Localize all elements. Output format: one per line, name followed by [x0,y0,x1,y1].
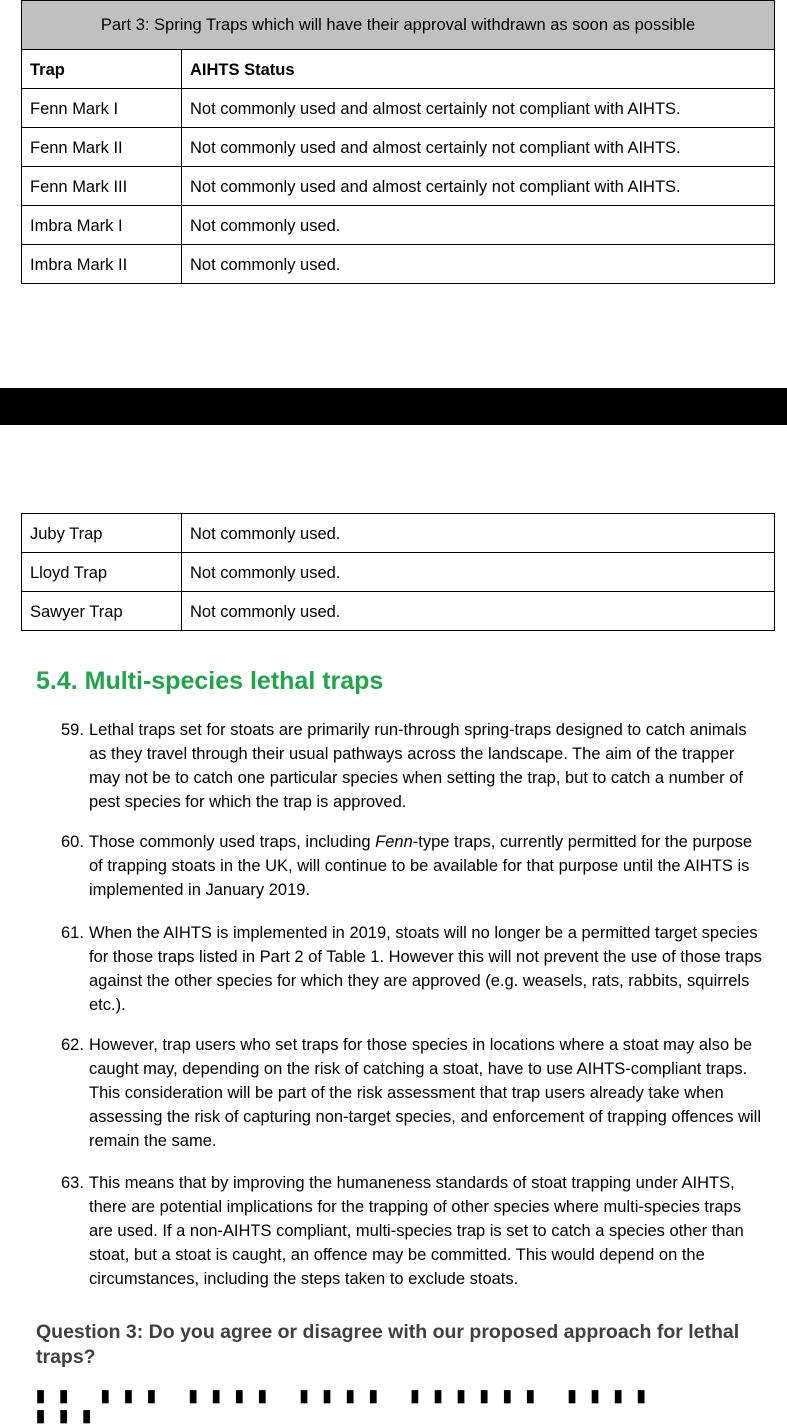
paragraph-text: Lethal traps set for stoats are primarily run-through spring-traps designed to catch animals as they travel through their usual pathways across the landscape. The aim of the trapper may not be to catch one particular species when setting the trap, but to catch a number of pest species for which the trap is approved. [89,721,747,811]
paragraph-number: 59. [61,721,84,739]
header-trap: Trap [22,50,182,89]
paragraph-62 [61,1033,766,1153]
trap-status: Not commonly used. [182,553,775,592]
table-title-row [22,1,775,50]
trap-name: Fenn Mark III [22,167,182,206]
table-row [22,167,775,206]
paragraph-text-before: Those commonly used traps, including [89,833,376,851]
trap-name: Lloyd Trap [22,553,182,592]
paragraph-60 [61,830,766,902]
trap-name: Juby Trap [22,514,182,553]
table-header-row [22,50,775,89]
table-row [22,553,775,592]
paragraph-63 [61,1171,766,1291]
paragraph-number: 62. [61,1036,84,1054]
cut-off-text-line: ▮▮ ▮▮▮ ▮▮▮▮ ▮▮▮▮ ▮▮▮▮▮▮ ▮▮▮▮ ▮▮▮ [36,1387,660,1425]
table-row [22,245,775,284]
table-row [22,206,775,245]
section-heading: 5.4. Multi-species lethal traps [36,667,384,695]
trap-status: Not commonly used and almost certainly not compliant with AIHTS. [182,167,775,206]
trap-name: Sawyer Trap [22,592,182,631]
trap-status: Not commonly used and almost certainly not compliant with AIHTS. [182,89,775,128]
trap-status: Not commonly used. [182,245,775,284]
trap-status: Not commonly used and almost certainly not compliant with AIHTS. [182,128,775,167]
trap-status: Not commonly used. [182,514,775,553]
paragraph-text [89,830,766,902]
trap-name: Imbra Mark I [22,206,182,245]
table-row [22,89,775,128]
trap-status: Not commonly used. [182,592,775,631]
paragraph-text: When the AIHTS is implemented in 2019, stoats will no longer be a permitted target species for those traps listed in Part 2 of Table 1. However this will not prevent the use of those traps against the other species for which they are approved (e.g. weasels, rats, rabbits, squirrels etc.). [89,924,762,1014]
table-part3-continued [21,513,775,631]
paragraph-text: However, trap users who set traps for those species in locations where a stoat may also be caught may, depending on the risk of catching a stoat, have to use AIHTS-compliant traps. This consideration will be part of the risk assessment that trap users already take when assessing the risk of capturing non-target species, and enforcement of trapping offences will remain the same. [89,1036,761,1150]
paragraph-text: This means that by improving the humaneness standards of stoat trapping under AIHTS, there are potential implications for the trapping of other species where multi-species traps are used. If a non-AIHTS compliant, multi-species trap is set to catch a species other than stoat, but a stoat is caught, an offence may be committed. This would depend on the circumstances, including the steps taken to exclude stoats. [89,1174,744,1288]
paragraph-number: 63. [61,1174,84,1192]
table-title: Part 3: Spring Traps which will have their approval withdrawn as soon as possible [22,1,775,50]
header-aihts-status: AIHTS Status [182,50,775,89]
paragraph-number: 61. [61,924,84,942]
table-row [22,514,775,553]
paragraph-text-after: -type traps, currently permitted for the purpose of trapping stoats in the UK, will continue to be available for that purpose until the AIHTS is implemented in January 2019. [89,833,753,899]
table-row [22,592,775,631]
table-part3 [21,0,775,284]
trap-name: Imbra Mark II [22,245,182,284]
trap-status: Not commonly used. [182,206,775,245]
table-row [22,128,775,167]
page-break-bar [0,388,787,425]
question-3: Question 3: Do you agree or disagree with our proposed approach for lethal traps? [36,1321,740,1368]
trap-name: Fenn Mark I [22,89,182,128]
paragraph-61 [61,921,766,1017]
paragraph-text-italic: Fenn [375,833,413,851]
trap-name: Fenn Mark II [22,128,182,167]
paragraph-59 [61,718,766,814]
paragraph-number: 60. [61,833,84,851]
